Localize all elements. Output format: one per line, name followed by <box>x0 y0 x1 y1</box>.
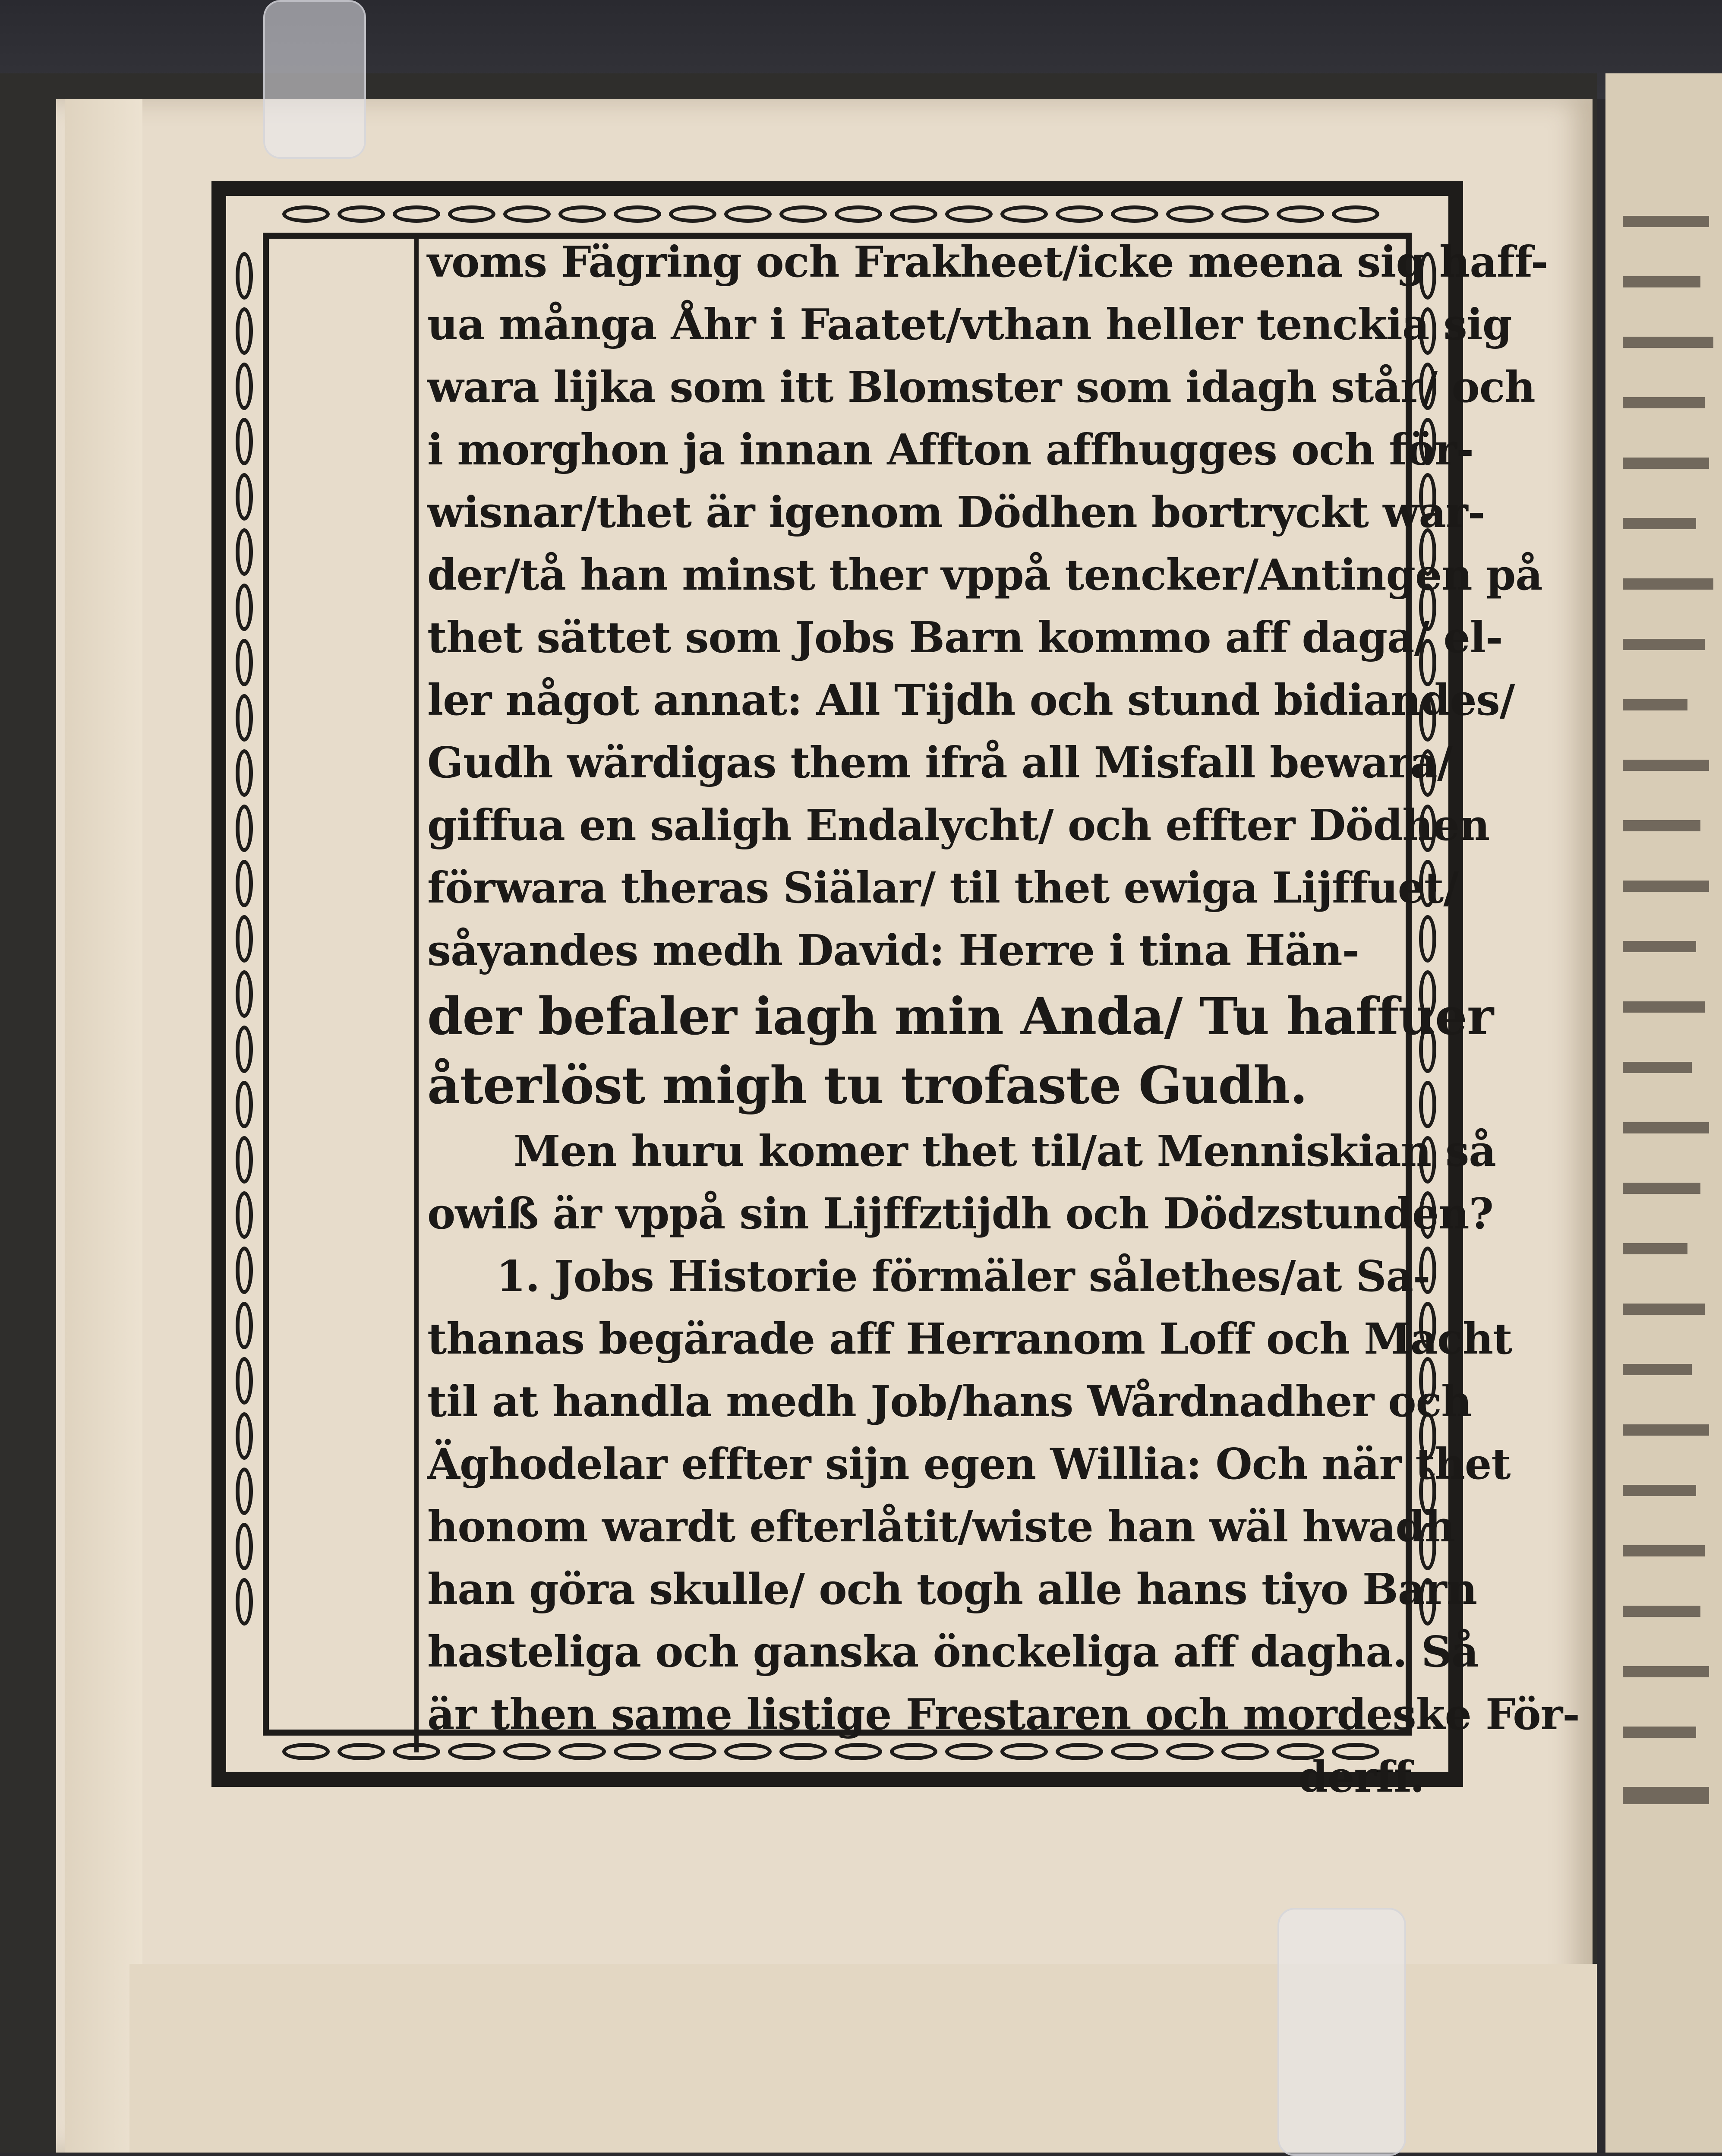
text-line: han göra skulle/ och togh alle hans tiyo Barn <box>427 1565 1477 1614</box>
text-line: hasteliga och ganska önckeliga aff dagha. Så <box>427 1627 1479 1677</box>
text-line: Äghodelar effter sijn egen Willia: Och när thet <box>427 1439 1511 1489</box>
page-text <box>427 231 1580 1809</box>
text-line: är then same listige Frestaren och mordeske För- <box>427 1690 1580 1739</box>
text-line: thanas begärade aff Herranom Loff och Macht <box>427 1314 1512 1364</box>
text-line-large: återlöst migh tu trofaste Gudh. <box>427 1055 1307 1115</box>
text-line: i morghon ja innan Affton affhugges och för- <box>427 425 1474 475</box>
text-line: Gudh wärdigas them ifrå all Misfall bewara/ <box>427 738 1452 788</box>
catchword: derff. <box>1298 1752 1424 1802</box>
text-line: ua många Åhr i Faatet/vthan heller tenckia sig <box>427 300 1512 350</box>
page-holder-clip-top <box>263 0 366 159</box>
text-line: voms Fägring och Frakheet/icke meena sig haff- <box>427 237 1548 287</box>
text-line: thet sättet som Jobs Barn kommo aff daga/ el- <box>427 613 1503 663</box>
text-line: honom wardt efterlåtit/wiste han wäl hwadh <box>427 1502 1455 1552</box>
text-line: owiß är vppå sin Lijffztijdh och Dödzstunden? <box>427 1189 1493 1239</box>
text-line: ler något annat: All Tijdh och stund bidiandes/ <box>427 676 1515 725</box>
border-chain-left <box>236 252 255 1716</box>
border-chain-top <box>282 205 1392 225</box>
text-line-large: der befaler iagh min Anda/ Tu haffuer <box>427 986 1494 1046</box>
text-line: til at handla medh Job/hans Wårdnadher och <box>427 1377 1472 1427</box>
text-line: Men huru komer thet til/at Menniskian så <box>514 1127 1496 1176</box>
text-line: 1. Jobs Historie förmäler sålethes/at Sa- <box>496 1252 1430 1301</box>
text-line: giffua en saligh Endalycht/ och effter Dödhen <box>427 801 1490 850</box>
text-line: wara lijka som itt Blomster som idagh står/ och <box>427 363 1535 412</box>
page-holder-clip-bottom <box>1277 1908 1406 2156</box>
right-page-edge <box>1605 73 1722 2153</box>
text-line: wisnar/thet är igenom Dödhen bortryckt war- <box>427 488 1485 537</box>
text-line: såyandes medh David: Herre i tina Hän- <box>427 926 1359 975</box>
text-line: der/tå han minst ther vppå tencker/Antingen på <box>427 550 1542 600</box>
margin-rule <box>414 233 419 1752</box>
page-edge <box>65 99 142 2153</box>
text-line: förwara theras Siälar/ til thet ewiga Lijffuet/ <box>427 863 1459 913</box>
